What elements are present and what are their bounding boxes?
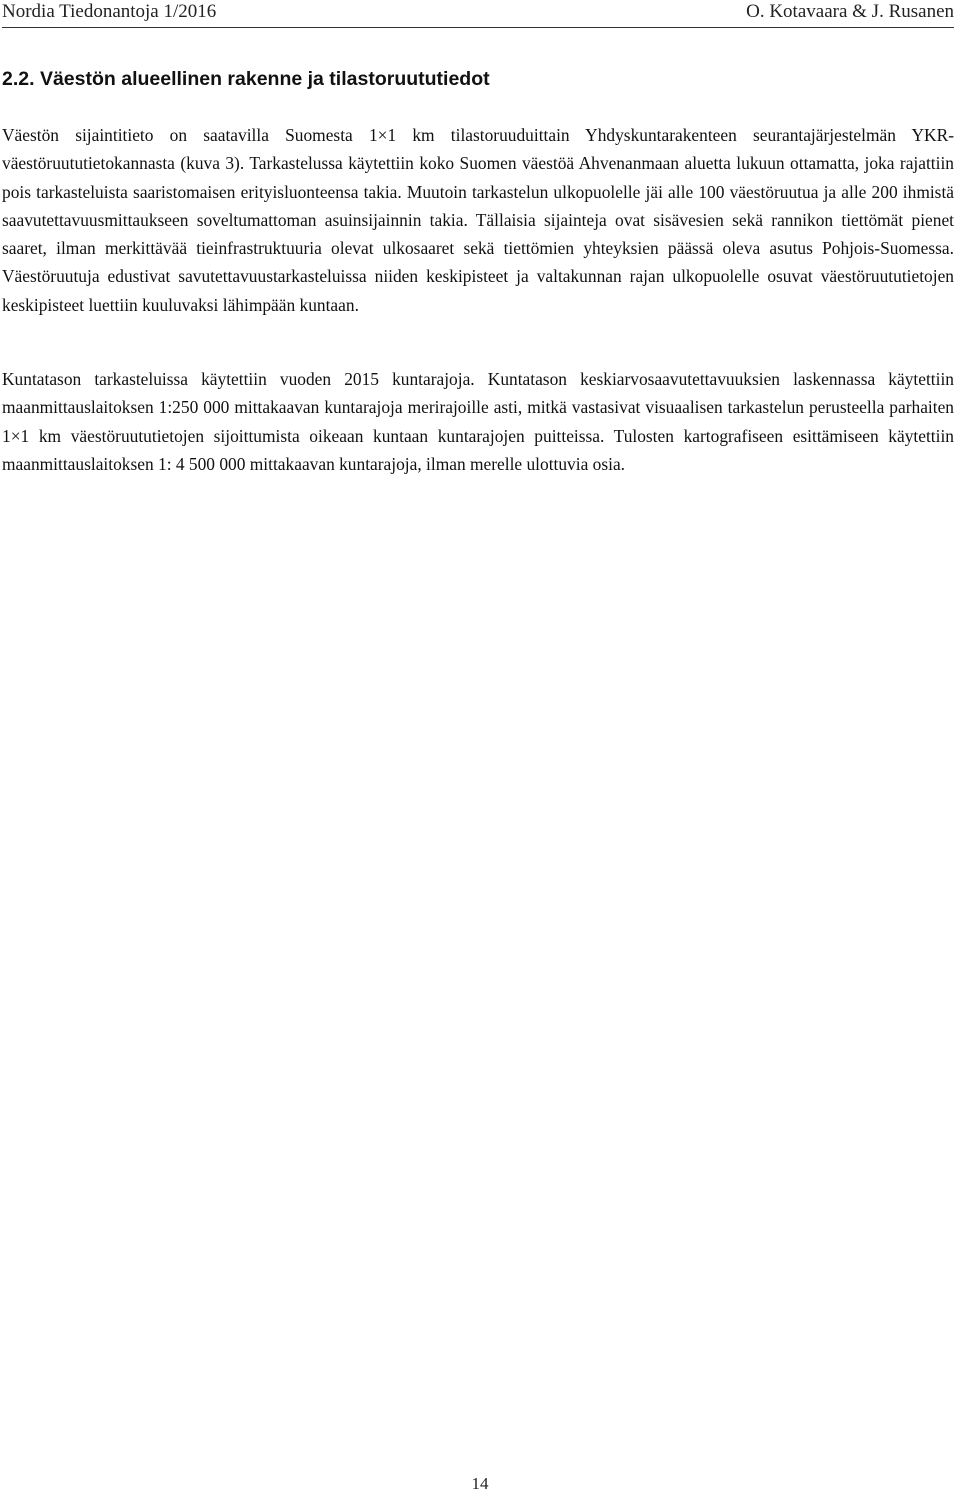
header-publication: Nordia Tiedonantoja 1/2016 xyxy=(2,1,217,22)
section-title: 2.2. Väestön alueellinen rakenne ja tilastoruututiedot xyxy=(2,68,490,90)
paragraph-1: Väestön sijaintitieto on saatavilla Suomesta 1×1 km tilastoruuduittain Yhdyskuntarakenteen seurantajärjestelmän YKR-väestöruututietokannasta (kuva 3). Tarkastelussa käytettiin koko Suomen väestöä Ahvenanmaan aluetta lukuun ottamatta, joka rajattiin pois tarkasteluista saaristomaisen erityisluonteensa takia. Muutoin tarkastelun ulkopuolelle jäi alle 100 väestöruutua ja alle 200 ihmistä saavutettavuusmittaukseen soveltumattoman asuinsijainnin takia. Tällaisia sijainteja ovat sisävesien sekä rannikon tiettömät pienet saaret, ilman merkittävää tieinfrastruktuuria olevat ulkosaaret sekä tiettömien yhteyksien päässä oleva asutus Pohjois-Suomessa. Väestöruutuja edustivat savutettavuustarkasteluissa niiden keskipisteet ja valtakunnan rajan ulkopuolelle osuvat väestöruututietojen keskipisteet luettiin kuuluvaksi lähimpään kuntaan. xyxy=(2,125,954,315)
paragraph-2: Kuntatason tarkasteluissa käytettiin vuoden 2015 kuntarajoja. Kuntatason keskiarvosaavutettavuuksien laskennassa käytettiin maanmittauslaitoksen 1:250 000 mittakaavan kuntarajoja merirajoille asti, mitkä vastasivat visuaalisen tarkastelun perusteella parhaiten 1×1 km väestöruututietojen sijoittumista oikeaan kuntaan kuntarajojen puitteissa. Tulosten kartografiseen esittämiseen käytettiin maanmittauslaitoksen 1: 4 500 000 mittakaavan kuntarajoja, ilman merelle ulottuvia osia. xyxy=(2,369,954,474)
page-header xyxy=(2,0,954,28)
page-number: 14 xyxy=(471,1474,489,1493)
header-authors: O. Kotavaara & J. Rusanen xyxy=(746,1,954,22)
